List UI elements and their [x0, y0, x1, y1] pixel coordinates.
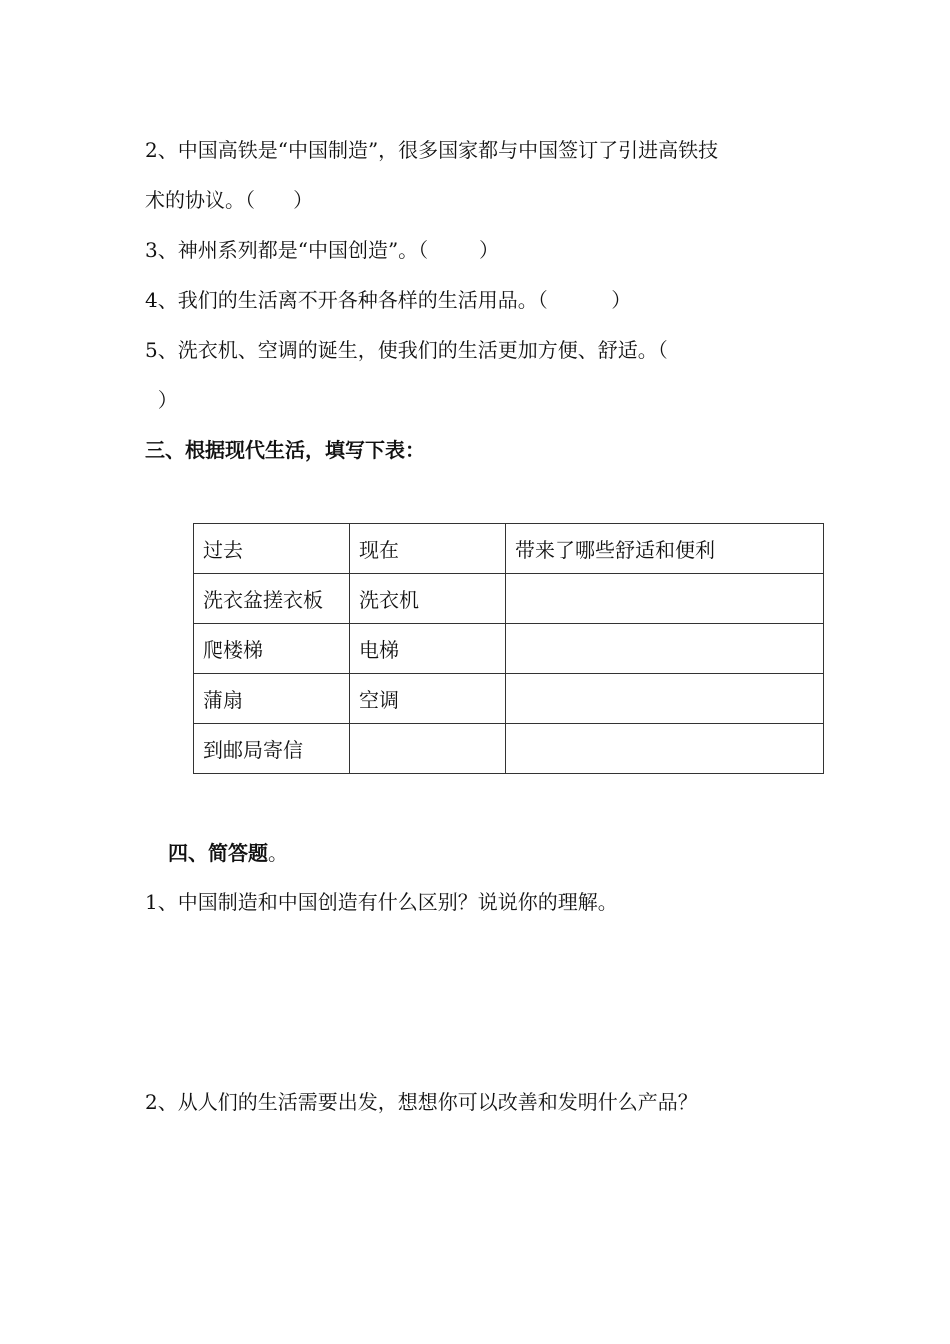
table-cell-now: 电梯	[350, 624, 506, 674]
question-2-line-1: 2、中国高铁是“中国制造”，很多国家都与中国签订了引进高铁技	[145, 138, 719, 162]
table-cell-past: 蒲扇	[194, 674, 350, 724]
table-cell-past: 爬楼梯	[194, 624, 350, 674]
table-cell-now: 空调	[350, 674, 506, 724]
section-4-title	[168, 839, 288, 867]
table-cell-past: 洗衣盆搓衣板	[194, 574, 350, 624]
table-header-cell: 现在	[350, 524, 506, 574]
table-row	[194, 724, 824, 774]
table-cell-past: 到邮局寄信	[194, 724, 350, 774]
table-header-cell: 过去	[194, 524, 350, 574]
question-4: 4、我们的生活离不开各种各样的生活用品。（ ）	[145, 288, 632, 312]
table-cell-answer[interactable]	[506, 674, 824, 724]
short-answer-question-2: 2、从人们的生活需要出发，想想你可以改善和发明什么产品？	[145, 1090, 698, 1114]
question-5-line-1: 5、洗衣机、空调的诞生，使我们的生活更加方便、舒适。（	[145, 338, 668, 362]
table-row	[194, 674, 824, 724]
section-4-title-text: 四、简答题	[168, 841, 268, 865]
table-cell-now: 洗衣机	[350, 574, 506, 624]
section-4-title-suffix: 。	[268, 841, 288, 865]
table-header-cell: 带来了哪些舒适和便利	[506, 524, 824, 574]
question-5-line-2: ）	[145, 388, 178, 412]
table-cell-answer[interactable]	[506, 574, 824, 624]
question-3: 3、神州系列都是“中国创造”。（ ）	[145, 238, 500, 262]
table-header-row	[194, 524, 824, 574]
short-answer-question-1: 1、中国制造和中国创造有什么区别？说说你的理解。	[145, 890, 618, 914]
table-row	[194, 574, 824, 624]
comparison-table	[193, 523, 824, 774]
question-2-line-2: 术的协议。（ ）	[145, 188, 314, 212]
table-row	[194, 624, 824, 674]
table-cell-answer[interactable]	[506, 624, 824, 674]
section-3-title: 三、根据现代生活，填写下表：	[145, 438, 425, 462]
table-cell-answer[interactable]	[506, 724, 824, 774]
table-cell-now[interactable]	[350, 724, 506, 774]
